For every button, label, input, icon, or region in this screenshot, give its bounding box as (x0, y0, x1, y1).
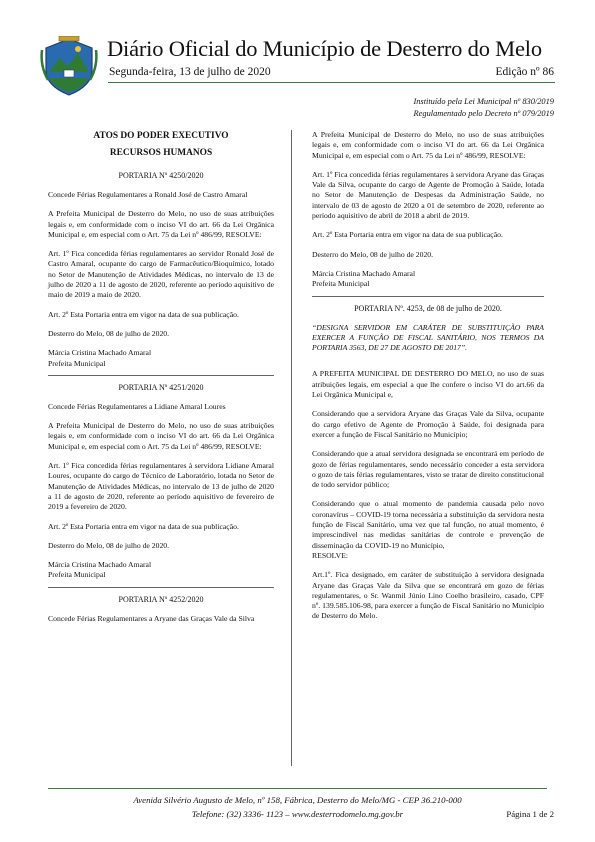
section-heading-hr: RECURSOS HUMANOS (109, 148, 213, 158)
masthead-divider (108, 82, 555, 83)
portaria-4252-article-1: Art. 1º Fica concedida férias regulamentares à servidora Aryane das Graças Vale da Silva, ocupante do cargo de Agente de Promoção à Saúde, lotada no Setor de Manutenção de Despesas da Administração Saúde, no intervalo de 03 de agosto de 2020 a 01 de setembro de 2020, referente ao período aquisitivo de abril de 2018 a abril de 2019. (312, 169, 544, 221)
edition-number: Edição nº 86 (495, 66, 554, 78)
portaria-4251-article-1: Art. 1º Fica concedida férias regulamentares à servidora Lidiane Amaral Loures, ocupante do cargo de Técnico de Laboratório, lotada no Setor de Manutenção de Atividades Médicas, no intervalo de 13 de julho de 2020 a 11 de agosto de 2020, referente ao período aquisitivo de fevereiro de 2019 a fevereiro de 2020. (48, 461, 274, 512)
portaria-4252-signer-role: Prefeita Municipal (312, 279, 370, 289)
legal-basis-law: Instituído pela Lei Municipal nº 830/2019 (413, 97, 554, 106)
footer-address: Avenida Silvério Augusto de Melo, nº 158, Fábrica, Desterro do Melo/MG - CEP 36.210-000 (133, 795, 462, 805)
portaria-4253-article-1: Art.1º. Fica designado, em caráter de substituição à servidora designada Aryane das Graças Vale da Silva que se encontrará em gozo de férias regulamentares, o Sr. Wanmil Júnio Lino Coelho brasileiro, casado, CPF nº. 139.585.106-98, para exercer a função de Fiscal Sanitário no Município de Desterro do Melo. (312, 570, 544, 621)
portaria-4250-preamble: A Prefeita Municipal de Desterro do Melo, no uso de suas atribuições legais e, em conformidade com o inciso VI do art. 66 da Lei Orgânica Municipal e, em especial com o Art. 75 da Lei nº 486/99, RESOLVE: (48, 209, 274, 239)
portaria-4252-subject: Concede Férias Regulamentares a Aryane das Graças Vale da Silva (48, 613, 255, 623)
portaria-4250-article-2: Art. 2º Esta Portaria entra em vigor na data de sua publicação. (48, 309, 239, 319)
portaria-4253-consideration-2: Considerando que a atual servidora designada se encontrará em período de gozo de férias regulamentares, sendo necessário conceder a esta servidora o gozo de tais férias regulamentares, visto se tratar de direito constitucional de todo servidor público; (312, 449, 544, 490)
portaria-4251-title: PORTARIA Nº 4251/2020 (118, 382, 204, 392)
portaria-4253-ementa: “DESIGNA SERVIDOR EM CARÁTER DE SUBSTITUIÇÃO PARA EXERCER A FUNÇÃO DE FISCAL SANITÁRIO, NOS TERMOS DA PORTARIA 3563, DE 27 DE AGOSTO DE 2017”. (312, 322, 544, 353)
column-divider (291, 130, 292, 766)
portaria-4250-title: PORTARIA Nº 4250/2020 (118, 171, 204, 180)
page-number: Página 1 de 2 (506, 809, 554, 819)
portaria-4252-article-2: Art. 2º Esta Portaria entra em vigor na data de sua publicação. (312, 230, 503, 240)
portaria-4253-consideration-1: Considerando que a servidora Aryane das Graças Vale da Silva, ocupante do cargo efetivo de Agente de Promoção à Saúde, foi designada para exercer a função de Fiscal Sanitário no Município; (312, 409, 544, 439)
portaria-4251-place-date: Desterro do Melo, 08 de julho de 2020. (48, 540, 170, 550)
legal-basis-decree: Regulamentado pelo Decreto nº 079/2019 (413, 109, 554, 118)
section-heading-executive: ATOS DO PODER EXECUTIVO (93, 131, 229, 141)
legal-basis (413, 96, 554, 120)
portaria-4250-place-date: Desterro do Melo, 08 de julho de 2020. (48, 328, 170, 338)
portaria-4252-title: PORTARIA Nº 4252/2020 (118, 594, 204, 604)
portaria-4253-title: PORTARIA Nº. 4253, de 08 de julho de 2020. (354, 303, 502, 313)
right-column (312, 130, 544, 622)
portaria-4251-preamble: A Prefeita Municipal de Desterro do Melo, no uso de suas atribuições legais e, em conformidade com o inciso VI do art. 66 da Lei Orgânica Municipal e, em especial com o Art. 75 da Lei nº 486/99, RESOLVE: (48, 421, 274, 451)
portaria-4250-subject: Concede Férias Regulamentares a Ronald José de Castro Amaral (48, 190, 248, 199)
portaria-4253-consideration-3: Considerando que o atual momento de pandemia causada pelo novo coronavírus – COVID-19 torna necessária a substituição da servidora nesta função de Fiscal Sanitário, uma vez que tal função, no atual momento, é imprescindível nas medidas sanitárias de controle e prevenção de disseminação da COVID-19 no Município, (312, 499, 544, 550)
portaria-4251-subject: Concede Férias Regulamentares a Lidiane Amaral Loures (48, 401, 226, 411)
portaria-4250-signer-role: Prefeita Municipal (48, 358, 106, 368)
portaria-4250-article-1: Art. 1º Fica concedida férias regulamentares ao servidor Ronald José de Castro Amaral, ocupante do cargo de Farmacêutico/Bioquímico, lotado no Setor de Manutenção de Atividades Médicas, no intervalo de 13 de julho de 2020 a 11 de agosto de 2020, referente ao período aquisitivo de maio de 2019 a maio de 2020. (48, 249, 274, 300)
portaria-4253-preamble: A PREFEITA MUNICIPAL DE DESTERRO DO MELO, no uso de suas atribuições legais, em especial a que lhe confere o inciso VI do art.66 da Lei Orgânica Municipal e, (312, 369, 544, 400)
portaria-4253-resolve: RESOLVE: (312, 550, 349, 560)
portaria-4252-preamble: A Prefeita Municipal de Desterro do Melo, no uso de suas atribuições legais e, em conformidade com o inciso VI do art. 66 da Lei Orgânica Municipal e, em especial com o Art. 75 da Lei nº 486/99, RESOLVE: (312, 130, 544, 160)
issue-date: Segunda-feira, 13 de julho de 2020 (109, 66, 271, 78)
footer-divider (48, 788, 547, 789)
portaria-4251-signer-role: Prefeita Municipal (48, 570, 106, 580)
newspaper-title: Diário Oficial do Município de Desterro do Melo (107, 36, 542, 61)
portaria-4252-place-date: Desterro do Melo, 08 de julho de 2020. (312, 249, 434, 259)
footer-contact: Telefone: (32) 3336- 1123 – www.desterrodomelo.mg.gov.br (191, 809, 404, 819)
left-column (48, 130, 274, 624)
municipal-coat-of-arms-icon (38, 36, 100, 98)
portaria-4251-article-2: Art. 2º Esta Portaria entra em vigor na data de sua publicação. (48, 521, 239, 531)
portaria-4250-signer: Márcia Cristina Machado Amaral (48, 348, 152, 358)
portaria-4251-signer: Márcia Cristina Machado Amaral (48, 560, 152, 570)
portaria-4252-signer: Márcia Cristina Machado Amaral (312, 268, 416, 278)
